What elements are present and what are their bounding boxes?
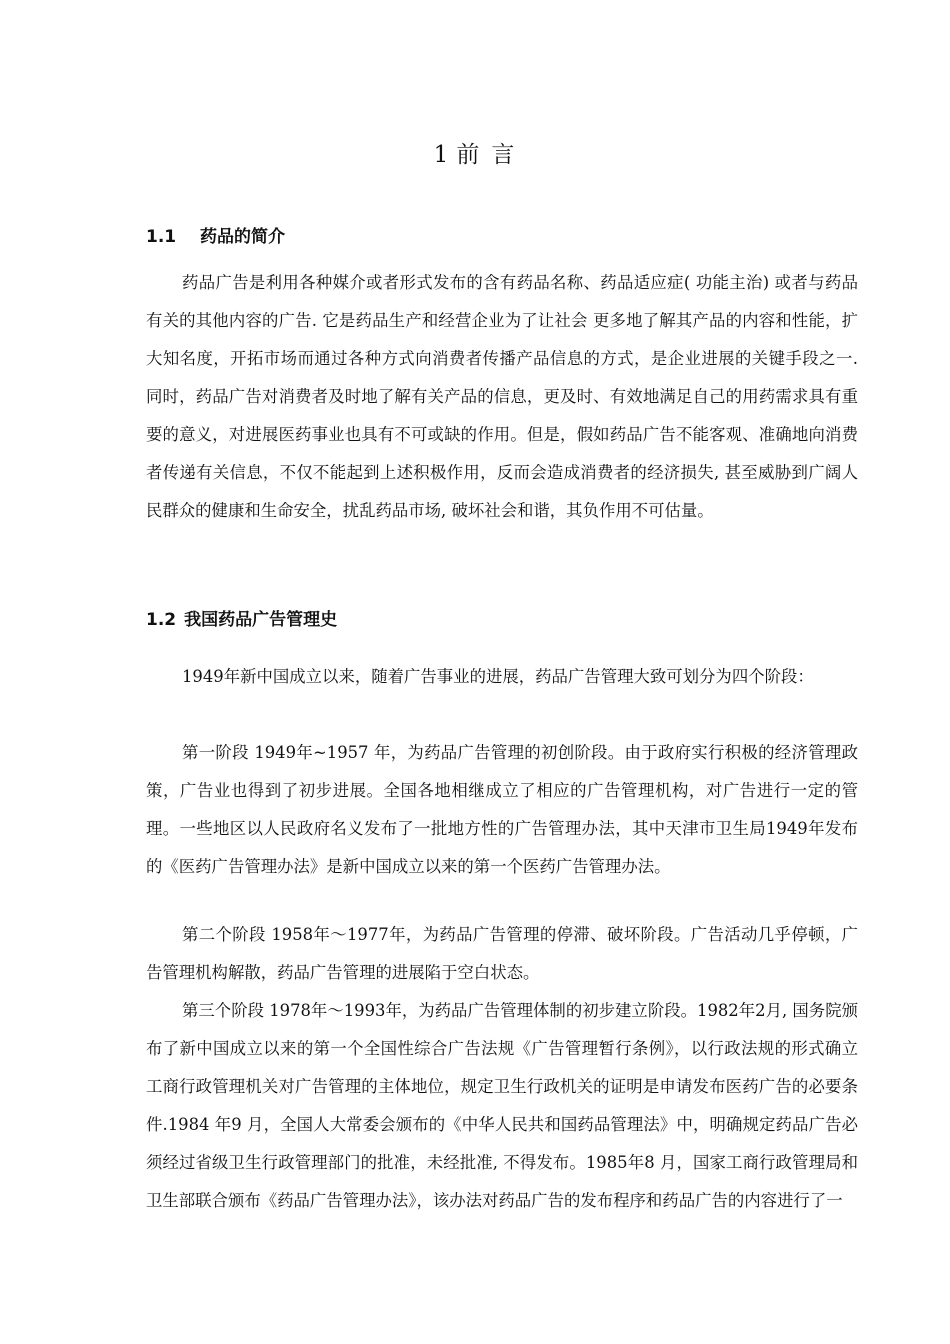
section-heading-1-1	[146, 222, 285, 247]
paragraph: 第一阶段 1949年~1957 年，为药品广告管理的初创阶段。由于政府实行积极的经济管理政策，广告业也得到了初步进展。全国各地相继成立了相应的广告管理机构，对广告进行一定的管理。一些地区以人民政府名义发布了一批地方性的广告管理办法，其中天津市卫生局1949年发布的《医药广告管理办法》是新中国成立以来的第一个医药广告管理办法。	[146, 743, 858, 876]
section-number: 1.1	[146, 227, 177, 247]
chapter-number: 1	[433, 142, 451, 168]
paragraph: 第二个阶段 1958年～1977年，为药品广告管理的停滞、破坏阶段。广告活动几乎停顿，广告管理机构解散，药品广告管理的进展陷于空白状态。	[146, 925, 858, 982]
section-heading-1-2	[146, 605, 337, 630]
chapter-title-char: 前	[456, 142, 482, 168]
chapter-title-char: 言	[491, 142, 517, 168]
paragraph: 药品广告是利用各种媒介或者形式发布的含有药品名称、药品适应症( 功能主治) 或者与药品有关的其他内容的广告. 它是药品生产和经营企业为了让社会 更多地了解其产品的内容和性能，扩大知名度，开拓市场而通过各种方式向消费者传播产品信息的方式，是企业进展的关键手段之一. 同时，药品广告对消费者及时地了解有关产品的信息，更及时、有效地满足自己的用药需求具有重要的意义，对进展医药事业也具有不可或缺的作用。但是，假如药品广告不能客观、准确地向消费者传递有关信息，不仅不能起到上述积极作用，反而会造成消费者的经济损失, 甚至威胁到广阔人民群众的健康和生命安全，扰乱药品市场, 破坏社会和谐，其负作用不可估量。	[146, 273, 858, 520]
paragraph: 1949年新中国成立以来，随着广告事业的进展，药品广告管理大致可划分为四个阶段：	[182, 667, 814, 686]
paragraph: 第三个阶段 1978年～1993年，为药品广告管理体制的初步建立阶段。1982年2月, 国务院颁布了新中国成立以来的第一个全国性综合广告法规《广告管理暂行条例》，以行政法规的形式确立工商行政管理机关对广告管理的主体地位，规定卫生行政机关的证明是申请发布医药广告的必要条件.1984 年9 月，全国人大常委会颁布的《中华人民共和国药品管理法》中，明确规定药品广告必须经过省级卫生行政管理部门的批准，未经批准, 不得发布。1985年8 月，国家工商行政管理局和卫生部联合颁布《药品广告管理办法》，该办法对药品广告的发布程序和药品广告的内容进行了一	[146, 1001, 858, 1210]
section-title: 我国药品广告管理史	[184, 610, 338, 630]
chapter-title	[0, 136, 950, 169]
section-number: 1.2	[146, 610, 177, 630]
section-title: 药品的简介	[200, 227, 285, 247]
